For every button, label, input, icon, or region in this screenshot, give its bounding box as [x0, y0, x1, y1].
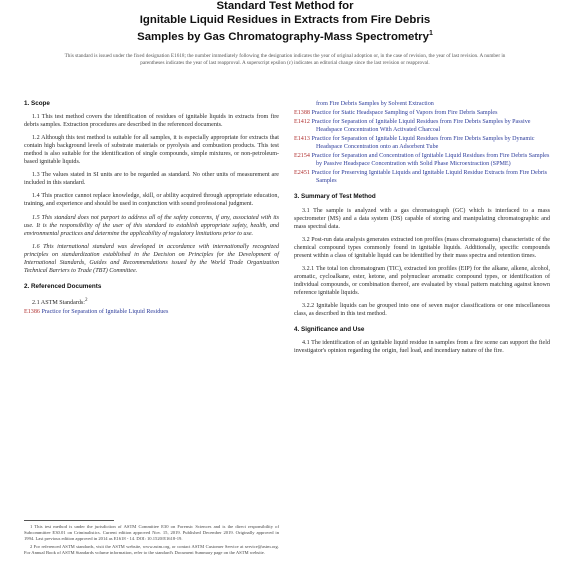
- significance-heading: 4. Significance and Use: [294, 326, 365, 334]
- reference-title-link[interactable]: from Fire Debris Samples by Solvent Extraction: [316, 101, 434, 107]
- reference-code-link[interactable]: E1388: [294, 110, 310, 117]
- reference-item-e1388: [294, 109, 550, 117]
- reference-item-e1413: [294, 135, 550, 151]
- left-column: [24, 100, 279, 317]
- reference-title-link[interactable]: Practice for Preserving Ignitable Liquids and Ignitable Liquid Residue Extracts from Fire Debris Samples: [311, 170, 548, 185]
- reference-item-e2451: [294, 169, 550, 185]
- significance-paragraph-1: 4.1 The identification of an ignitable liquid residue in samples from a fire scene can support the field investigator's opinion regarding the origin, fuel load, and incendiary nature of the fire.: [294, 340, 550, 355]
- referenced-documents-heading: 2. Referenced Documents: [24, 282, 102, 290]
- reference-title-link[interactable]: Practice for Separation of Ignitable Liquid Residues from Fire Debris Samples by Passive Headspace Concentration With Activated Charcoal: [311, 119, 531, 134]
- footnote-2: 2 For referenced ASTM standards, visit the ASTM website, www.astm.org, or contact ASTM Customer Service at service@astm.org. For Annual Book of ASTM Standards volume information, refer to the standard's Document Summary page on the ASTM website.: [24, 544, 279, 555]
- summary-heading: 3. Summary of Test Method: [294, 193, 376, 201]
- scope-paragraph-4: 1.4 This practice cannot replace knowledge, skill, or ability acquired through appropriate education, training, and experience and should be used in conjunction with sound professional judgment.: [24, 193, 279, 208]
- reference-item-continued: [294, 100, 550, 108]
- title-line-2: Ignitable Liquid Residues in Extracts from Fire Debris: [139, 13, 431, 26]
- reference-item-e2154: [294, 152, 550, 168]
- title-line-1: Standard Test Method for: [216, 0, 354, 12]
- footnotes: [24, 524, 279, 558]
- footnote-1: 1 This test method is under the jurisdiction of ASTM Committee E30 on Forensic Sciences and is the direct responsibility of Subcommittee E30.01 on Criminalistics. Current edition approved Nov. 15, 2019. Published December 2019. Originally approved in 1994. Last previous edition approved in 2014 as E1618 - 14. DOI: 10.1520/E1618-19.: [24, 524, 279, 541]
- astm-footnote-mark[interactable]: 2: [84, 296, 88, 303]
- astm-standards-label: 2.1 ASTM Standards:: [32, 299, 85, 306]
- reference-title-link[interactable]: Practice for Separation of Ignitable Liquid Residues from Fire Debris Samples by Dynamic Headspace Concentration onto an Adsorbent Tube: [311, 136, 535, 151]
- reference-item-e1412: [294, 118, 550, 134]
- scope-paragraph-6: 1.6 This international standard was developed in accordance with internationally recognized principles on standardization established in the Decision on Principles for the Development of International Standards, Guides and Recommendations issued by the World Trade Organization Technical Barriers to Trade (TBT) Committee.: [24, 243, 279, 274]
- summary-paragraph-4: 3.2.2 Ignitable liquids can be grouped into one of seven major classifications or one miscellaneous class, as described in this test method.: [294, 302, 550, 318]
- scope-paragraph-3: 1.3 The values stated in SI units are to be regarded as standard. No other units of measurement are included in this standard.: [24, 172, 279, 187]
- left-reference-list: [24, 308, 279, 316]
- title-line-3-text: Samples by Gas Chromatography-Mass Spectrometry: [137, 30, 429, 43]
- scope-paragraph-1: 1.1 This test method covers the identification of residues of ignitable liquids in extracts from fire debris samples. Extraction procedures are described in the referenced documents.: [24, 114, 279, 129]
- reference-title-link[interactable]: Practice for Separation and Concentration of Ignitable Liquid Residues from Fire Debris Samples by Passive Headspace Concentration with Solid Phase Microextraction (SPME): [311, 153, 550, 168]
- footnote-divider: [24, 520, 114, 521]
- right-column: [294, 100, 550, 360]
- title-line-3: [0, 27, 570, 44]
- document-title: [0, 0, 570, 45]
- reference-code-link[interactable]: E1413: [294, 136, 310, 143]
- reference-title-link[interactable]: Practice for Separation of Ignitable Liquid Residues: [41, 308, 169, 315]
- designation-notice: This standard is issued under the fixed designation E1618; the number immediately following the designation indicates the year of original adoption or, in the case of revision, the year of last revision. A number in parentheses indicates the year of last reapproval. A superscript epsilon (ε) indicates an editorial change since the last revision or reapproval.: [64, 53, 506, 66]
- reference-item-e1386: [24, 308, 279, 316]
- summary-paragraph-3: 3.2.1 The total ion chromatogram (TIC), extracted ion profiles (EIP) for the alkane, alkene, alcohol, aromatic, cycloalkane, ester, ketone, and polynuclear aromatic compound types, or identification of individual compounds, or combination thereof, are evaluated by visual pattern matching against known reference ignitable liquids.: [294, 265, 550, 296]
- reference-code-link[interactable]: E2154: [294, 153, 310, 160]
- scope-heading: 1. Scope: [24, 100, 50, 107]
- scope-paragraph-5: 1.5 This standard does not purport to address all of the safety concerns, if any, associated with its use. It is the responsibility of the user of this standard to establish appropriate safety, health, and environmental practices and determine the applicability of regulatory limitations prior to use.: [24, 214, 279, 237]
- right-reference-list: [294, 100, 550, 185]
- reference-code-link[interactable]: E1386: [24, 308, 40, 315]
- reference-code-link[interactable]: E1412: [294, 119, 310, 126]
- astm-standards-intro: [24, 296, 279, 307]
- summary-paragraph-1: 3.1 The sample is analyzed with a gas chromatograph (GC) which is interfaced to a mass spectrometer (MS) and a data system (DS) capable of storing and manipulating chromatographic and mass spectral data.: [294, 207, 550, 230]
- scope-paragraph-2: 1.2 Although this test method is suitable for all samples, it is especially appropriate for extracts that contain high background levels of substrate materials or pyrolysis and combustion products. This test method is also suitable for the identification of single compounds, simple mixtures, or non-petroleum-based ignitable liquids.: [24, 135, 279, 166]
- reference-title-link[interactable]: Practice for Static Headspace Sampling of Vapors from Fire Debris Samples: [311, 110, 498, 117]
- title-footnote-mark[interactable]: 1: [428, 30, 433, 38]
- reference-code-link[interactable]: E2451: [294, 170, 310, 177]
- summary-paragraph-2: 3.2 Post-run data analysis generates extracted ion profiles (mass chromatograms) characteristic of the chemical compound types commonly found in ignitable liquids. Additionally, specific compounds present within a class of ignitable liquid can be identified by their mass spectra and retention times.: [294, 236, 550, 259]
